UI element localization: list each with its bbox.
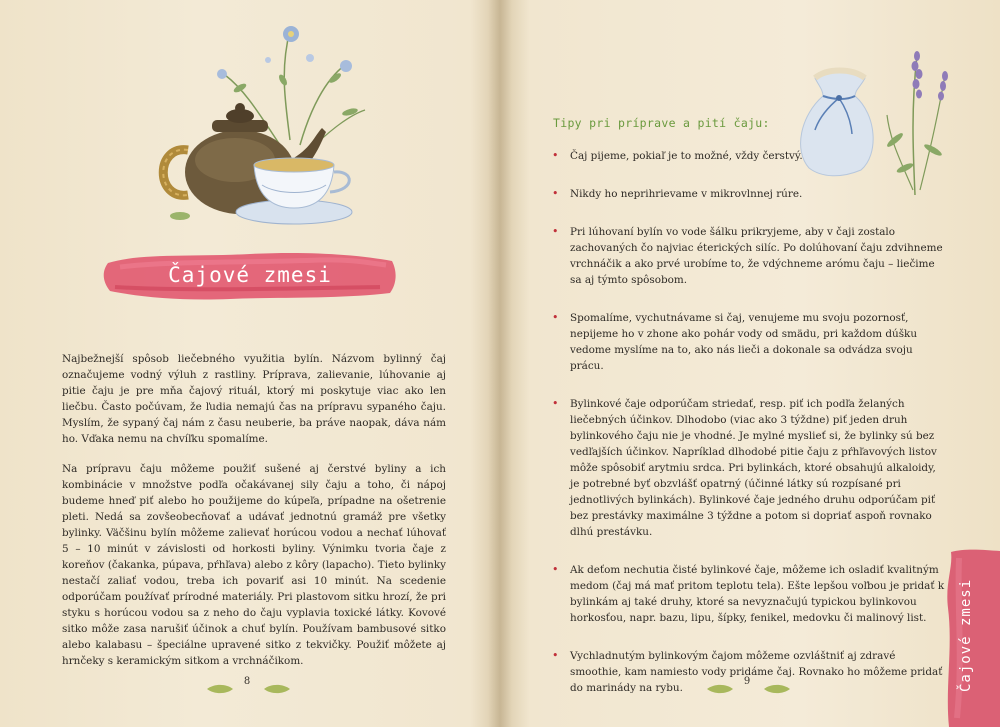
tips-list xyxy=(550,148,948,718)
leaf-ornament-icon xyxy=(762,679,792,698)
tip-text: Bylinkové čaje odporúčam striedať, resp. piť ich podľa želaných liečebných účinkov. Dlhodobo (viac ako 3 týždne) piť jeden druh bylinkového čaju nie je vhodné. Je mylné myslieť si, že bylinky sú bez vedľajších účinkov. Napríklad dlhodobé pitie čaju z pŕhľavových listov môže spôsobiť arytmiu srdca. Pri bylinkách, ktoré obsahujú alkaloidy, je potrebné byť obzvlášť opatrný (účinné látky sú rozpísané pri jednotlivých bylinkách). Bylinkové čaje jedného druhu odporúčam piť bez prestávky maximálne 3 týždne a potom si dopriať aspoň rovnako dlhú prestávku. xyxy=(570,398,937,538)
tip-text: Vychladnutým bylinkovým čajom môžeme ozvláštniť aj zdravé smoothie, kam namiesto vody pridáme čaj. Rovnako ho môžeme pridať do marinády na rybu. xyxy=(570,650,943,694)
paragraph: Najbežnejší spôsob liečebného využitia bylín. Názvom bylinný čaj označujeme vodný výluh z rastliny. Príprava, zalievanie, lúhovanie aj pitie čaju je pre mňa čajový rituál, ktorý mi poskytuje viac ako len liečbu. Často počúvam, že ľudia nemajú čas na prípravu sypaného čaju. Myslím, že sypaný čaj nám z času neuberie, ba práve naopak, dáva nám ho. Vďaka nemu na chvíľku spomalíme. xyxy=(62,353,446,445)
list-item xyxy=(550,148,948,164)
page-number: 9 xyxy=(743,676,751,687)
bullet-icon: • xyxy=(552,649,559,662)
tips-title: Tipy pri príprave a pití čaju: xyxy=(553,116,770,130)
tip-text: Ak deťom nechutia čisté bylinkové čaje, môžeme ich osladiť kvalitným medom (čaj má mať pritom teplotu tela). Ešte lepšou voľbou je pridať k bylinkám aj také druhy, ktoré sa nevyznačujú typickou bylinkovou horkosťou, napr. bazu, lipu, šípky, fenikel, medovku či malinový list. xyxy=(570,564,945,624)
list-item xyxy=(550,648,948,696)
list-item xyxy=(550,396,948,540)
bullet-icon: • xyxy=(552,187,559,200)
tip-text: Pri lúhovaní bylín vo vode šálku prikryjeme, aby v čaji zostalo zachovaných čo najviac éterických silíc. Po dolúhovaní čaju zdvihneme vrchnáčik a ako prvé urobíme to, že vdýchneme arómu čaju – liečime sa aj týmto spôsobom. xyxy=(570,226,943,286)
paragraph: Na prípravu čaju môžeme použiť sušené aj čerstvé byliny a ich kombinácie v množstve podľa očakávanej sily čaju a toho, či nápoj budeme hneď piť alebo ho použijeme do kúpeľa, prípadne na ošetrenie pleti. Nedá sa zovšeobecňovať a udávať jednotnú gramáž pre všetky bylinky. Väčšinu bylín môžeme zalievať horúcou vodou a nechať lúhovať 5 – 10 minút v závislosti od horkosti byliny. Výnimku tvoria čaje z koreňov (čakanka, púpava, pŕhľava) alebo z kôry (lapacho). Tieto bylinky nestačí zaliať vodou, treba ich povariť asi 10 minút. Na scedenie odporúčam používať prírodné materiály. Pri plastovom sitku hrozí, že pri styku s horúcou vodou sa z neho do čaju vyplavia toxické látky. Kovové sitko môže zasa narušiť účinok a chuť bylín. Používam bambusové sitko alebo kalabasu – špeciálne upravené sitko z tekvičky. Použiť môžete aj hrnčeky s keramickým sitkom a vrchnáčikom. xyxy=(62,463,446,667)
chapter-title-banner xyxy=(100,245,400,305)
bullet-icon: • xyxy=(552,225,559,238)
bullet-icon: • xyxy=(552,397,559,410)
side-tab-label: Čajové zmesi xyxy=(958,578,974,692)
bullet-icon: • xyxy=(552,563,559,576)
list-item xyxy=(550,310,948,374)
tip-text: Čaj pijeme, pokiaľ je to možné, vždy čerstvý. xyxy=(570,150,803,162)
tip-text: Spomalíme, vychutnávame si čaj, venujeme mu svoju pozornosť, nepijeme ho v zhone ako pohár vody od smädu, pri každom dúšku vedome myslíme na to, ako nás lieči a dokonale sa odvádza svoju prácu. xyxy=(570,312,918,372)
list-item xyxy=(550,562,948,626)
teacup-illustration-icon xyxy=(232,150,372,230)
list-item xyxy=(550,224,948,288)
page-number: 8 xyxy=(243,676,251,687)
list-item xyxy=(550,186,948,202)
bullet-icon: • xyxy=(552,149,559,162)
tip-text: Nikdy ho neprihrievame v mikrovlnnej rúre. xyxy=(570,188,803,200)
leaf-ornament-icon xyxy=(262,679,292,698)
right-page xyxy=(500,0,1000,727)
left-body-text xyxy=(62,351,446,683)
bullet-icon: • xyxy=(552,311,559,324)
chapter-title: Čajové zmesi xyxy=(168,263,332,287)
